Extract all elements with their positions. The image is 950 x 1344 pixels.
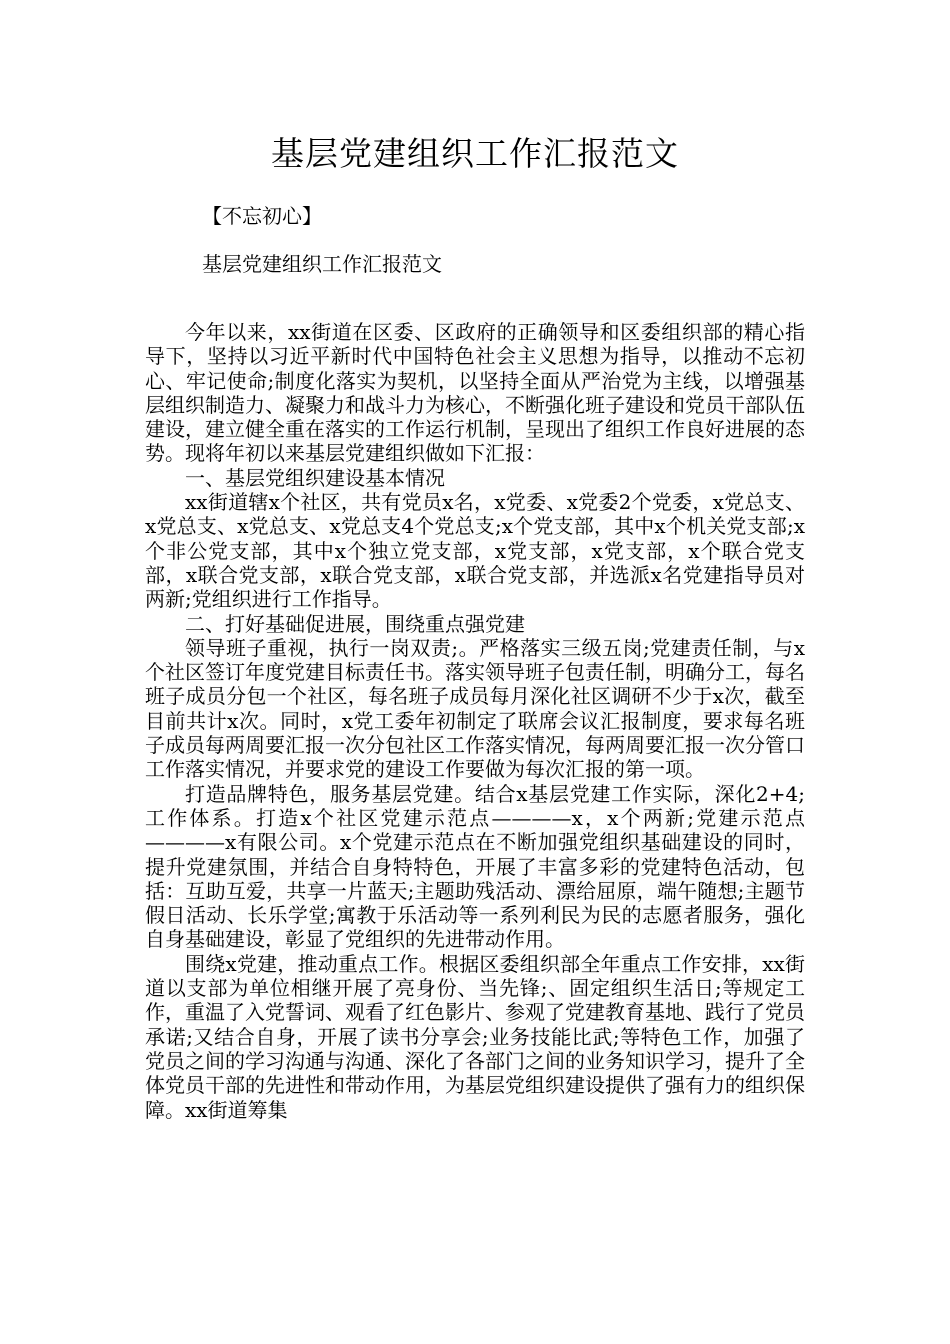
section-heading-2: 二、打好基础促进展，围绕重点强党建 [185,611,525,636]
document-body [145,320,805,1122]
section-heading-1: 一、基层党组织建设基本情况 [185,465,445,490]
paragraph-priority-work: 围绕x党建，推动重点工作。根据区委组织部全年重点工作安排，xx街道以支部为单位相继开展了亮身份、当先锋;、固定组织生活日;等规定工作，重温了入党誓词、观看了红色影片、参观了党建教育基地、践行了党员承诺;又结合自身，开展了读书分享会;业务技能比武;等特色工作，加强了党员之间的学习沟通与沟通、深化了各部门之间的业务知识学习，提升了全体党员干部的先进性和带动作用，为基层党组织建设提供了强有力的组织保障。xx街道筹集 [145,951,805,1122]
document-title: 基层党建组织工作汇报范文 [271,134,679,173]
paragraph-leadership: 领导班子重视，执行一岗双责;。严格落实三级五岗;党建责任制，与x个社区签订年度党建目标责任书。落实领导班子包责任制，明确分工，每名班子成员分包一个社区，每名班子成员每月深化社区调研不少于x次，截至目前共计x次。同时，x党工委年初制定了联席会议汇报制度，要求每名班子成员每两周要汇报一次分包社区工作落实情况，每两周要汇报一次分管口工作落实情况，并要求党的建设工作要做为每次汇报的第一项。 [145,635,805,782]
paragraph-brand: 打造品牌特色，服务基层党建。结合x基层党建工作实际，深化2+4;工作体系。打造x个社区党建示范点————x，x个两新;党建示范点————x有限公司。x个党建示范点在不断加强党组织基础建设的同时，提升党建氛围，并结合自身特特色，开展了丰富多彩的党建特色活动，包括：互助互爱，共享一片蓝天;主题助残活动、漂给屈原，端午随想;主题节假日活动、长乐学堂;寓教于乐活动等一系列利民为民的志愿者服务，强化自身基础建设，彰显了党组织的先进带动作用。 [145,781,805,952]
paragraph-intro: 今年以来，xx街道在区委、区政府的正确领导和区委组织部的精心指导下，坚持以习近平新时代中国特色社会主义思想为指导，以推动不忘初心、牢记使命;制度化落实为契机，以坚持全面从严治党为主线，以增强基层组织制造力、凝聚力和战斗力为核心，不断强化班子建设和党员干部队伍建设，建立健全重在落实的工作运行机制，呈现出了组织工作良好进展的态势。现将年初以来基层党建组织做如下汇报： [145,320,805,466]
document-subtitle: 基层党建组织工作汇报范文 [202,252,442,276]
document-tag: 【不忘初心】 [202,204,322,228]
paragraph-overview: xx街道辖x个社区，共有党员x名，x党委、x党委2个党委，x党总支、x党总支、x党总支、x党总支4个党总支;x个党支部，其中x个机关党支部;x个非公党支部，其中x个独立党支部，x党支部，x党支部，x个联合党支部，x联合党支部，x联合党支部，x联合党支部，并选派x名党建指导员对两新;党组织进行工作指导。 [145,490,805,612]
